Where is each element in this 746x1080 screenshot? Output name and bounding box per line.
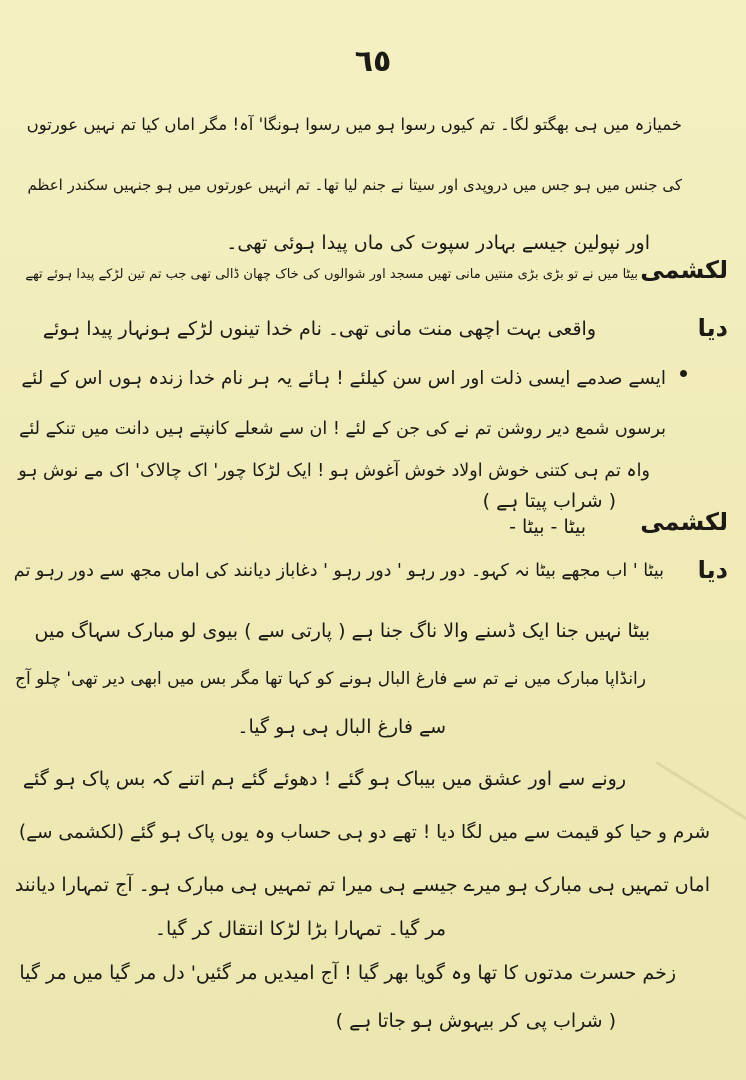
verse-line: واہ تم ہی کتنی خوش اولاد خوش آغوش ہو ! ایک لڑکا چور' اک چالاک' اک مے نوش ہو: [18, 461, 650, 481]
verse-line: ایسے صدمے ایسی ذلت اور اس سن کیلئے ! ہائے یہ ہر نام خدا زندہ ہوں اس کے لئے: [21, 368, 666, 389]
verse-line: شرم و حیا کو قیمت سے میں لگا دیا ! تھے دو ہی حساب وہ یوں پاک ہو گئے (لکشمی سے): [18, 822, 710, 843]
text-line: اماں تمہیں ہی مبارک ہو میرے جیسے ہی میرا تم تمہیں ہی مبارک ہو۔ آج تمہارا دیانند: [14, 874, 710, 896]
text-line: سے فارغ البال ہی ہو گیا۔: [237, 716, 446, 738]
verse-line: رونے سے اور عشق میں بیباک ہو گئے ! دھوئے گئے ہم اتنے کہ بس پاک ہو گئے: [22, 768, 626, 790]
speaker-label: لکشمی: [640, 256, 728, 284]
text-line: بیٹا ' اب مجھے بیٹا نہ کہو۔ دور رہو ' دور رہو ' دغاباز دیانند کی اماں مجھ سے دور رہو تم: [13, 561, 664, 581]
text-line: بیٹا نہیں جنا ایک ڈسنے والا ناگ جنا ہے ( پارتی سے ) بیوی لو مبارک سہاگ میں: [34, 620, 650, 642]
stage-direction: ( شراب پی کر بیہوش ہو جاتا ہے ): [335, 1010, 616, 1032]
text-line: خمیازہ میں ہی بھگتو لگا۔ تم کیوں رسوا ہو میں رسوا ہونگا' آہ! مگر اماں کیا تم نہیں عورتوں: [26, 115, 682, 134]
speaker-label: لکشمی: [640, 508, 728, 536]
text-line: مر گیا۔ تمہارا بڑا لڑکا انتقال کر گیا۔: [154, 918, 446, 940]
verse-line: زخم حسرت مدتوں کا تھا وہ گویا بھر گیا ! آج امیدیں مر گئیں' دل مر گیا میں مر گیا: [19, 962, 676, 984]
bullet-icon: [680, 370, 687, 377]
text-line: واقعی بہت اچھی منت مانی تھی۔ نام خدا تینوں لڑکے ہونہار پیدا ہوئے: [42, 318, 596, 340]
speaker-label: دیا: [697, 556, 728, 584]
text-line: رانڈاپا مبارک میں نے تم سے فارغ البال ہونے کو کہا تھا مگر بس میں ابھی دیر تھی' چلو آج: [15, 669, 646, 689]
verse-line: برسوں شمع دیر روشن تم نے کی جن کے لئے ! ان سے شعلے کانپتے ہیں دانت میں تنکے لئے: [19, 419, 666, 439]
page-number: ٦٥: [354, 44, 392, 79]
text-line: بیٹا - بیٹا -: [509, 516, 586, 538]
text-line: کی جنس میں ہو جس میں دروپدی اور سیتا نے جنم لیا تھا۔ تم انہیں عورتوں میں ہو جنہیں سکندر اعظم: [27, 176, 682, 194]
page-crease: [656, 761, 746, 822]
stage-direction: ( شراب پیتا ہے ): [482, 490, 616, 512]
text-line: بیٹا میں نے تو بڑی بڑی منتیں مانی تھیں مسجد اور شوالوں کی خاک چھان ڈالی تھی جب تم تین لڑکے پیدا ہوئے تھے: [25, 267, 638, 282]
speaker-label: دیا: [697, 314, 728, 342]
text-line: اور نپولین جیسے بہادر سپوت کی ماں پیدا ہوئی تھی۔: [226, 232, 650, 254]
